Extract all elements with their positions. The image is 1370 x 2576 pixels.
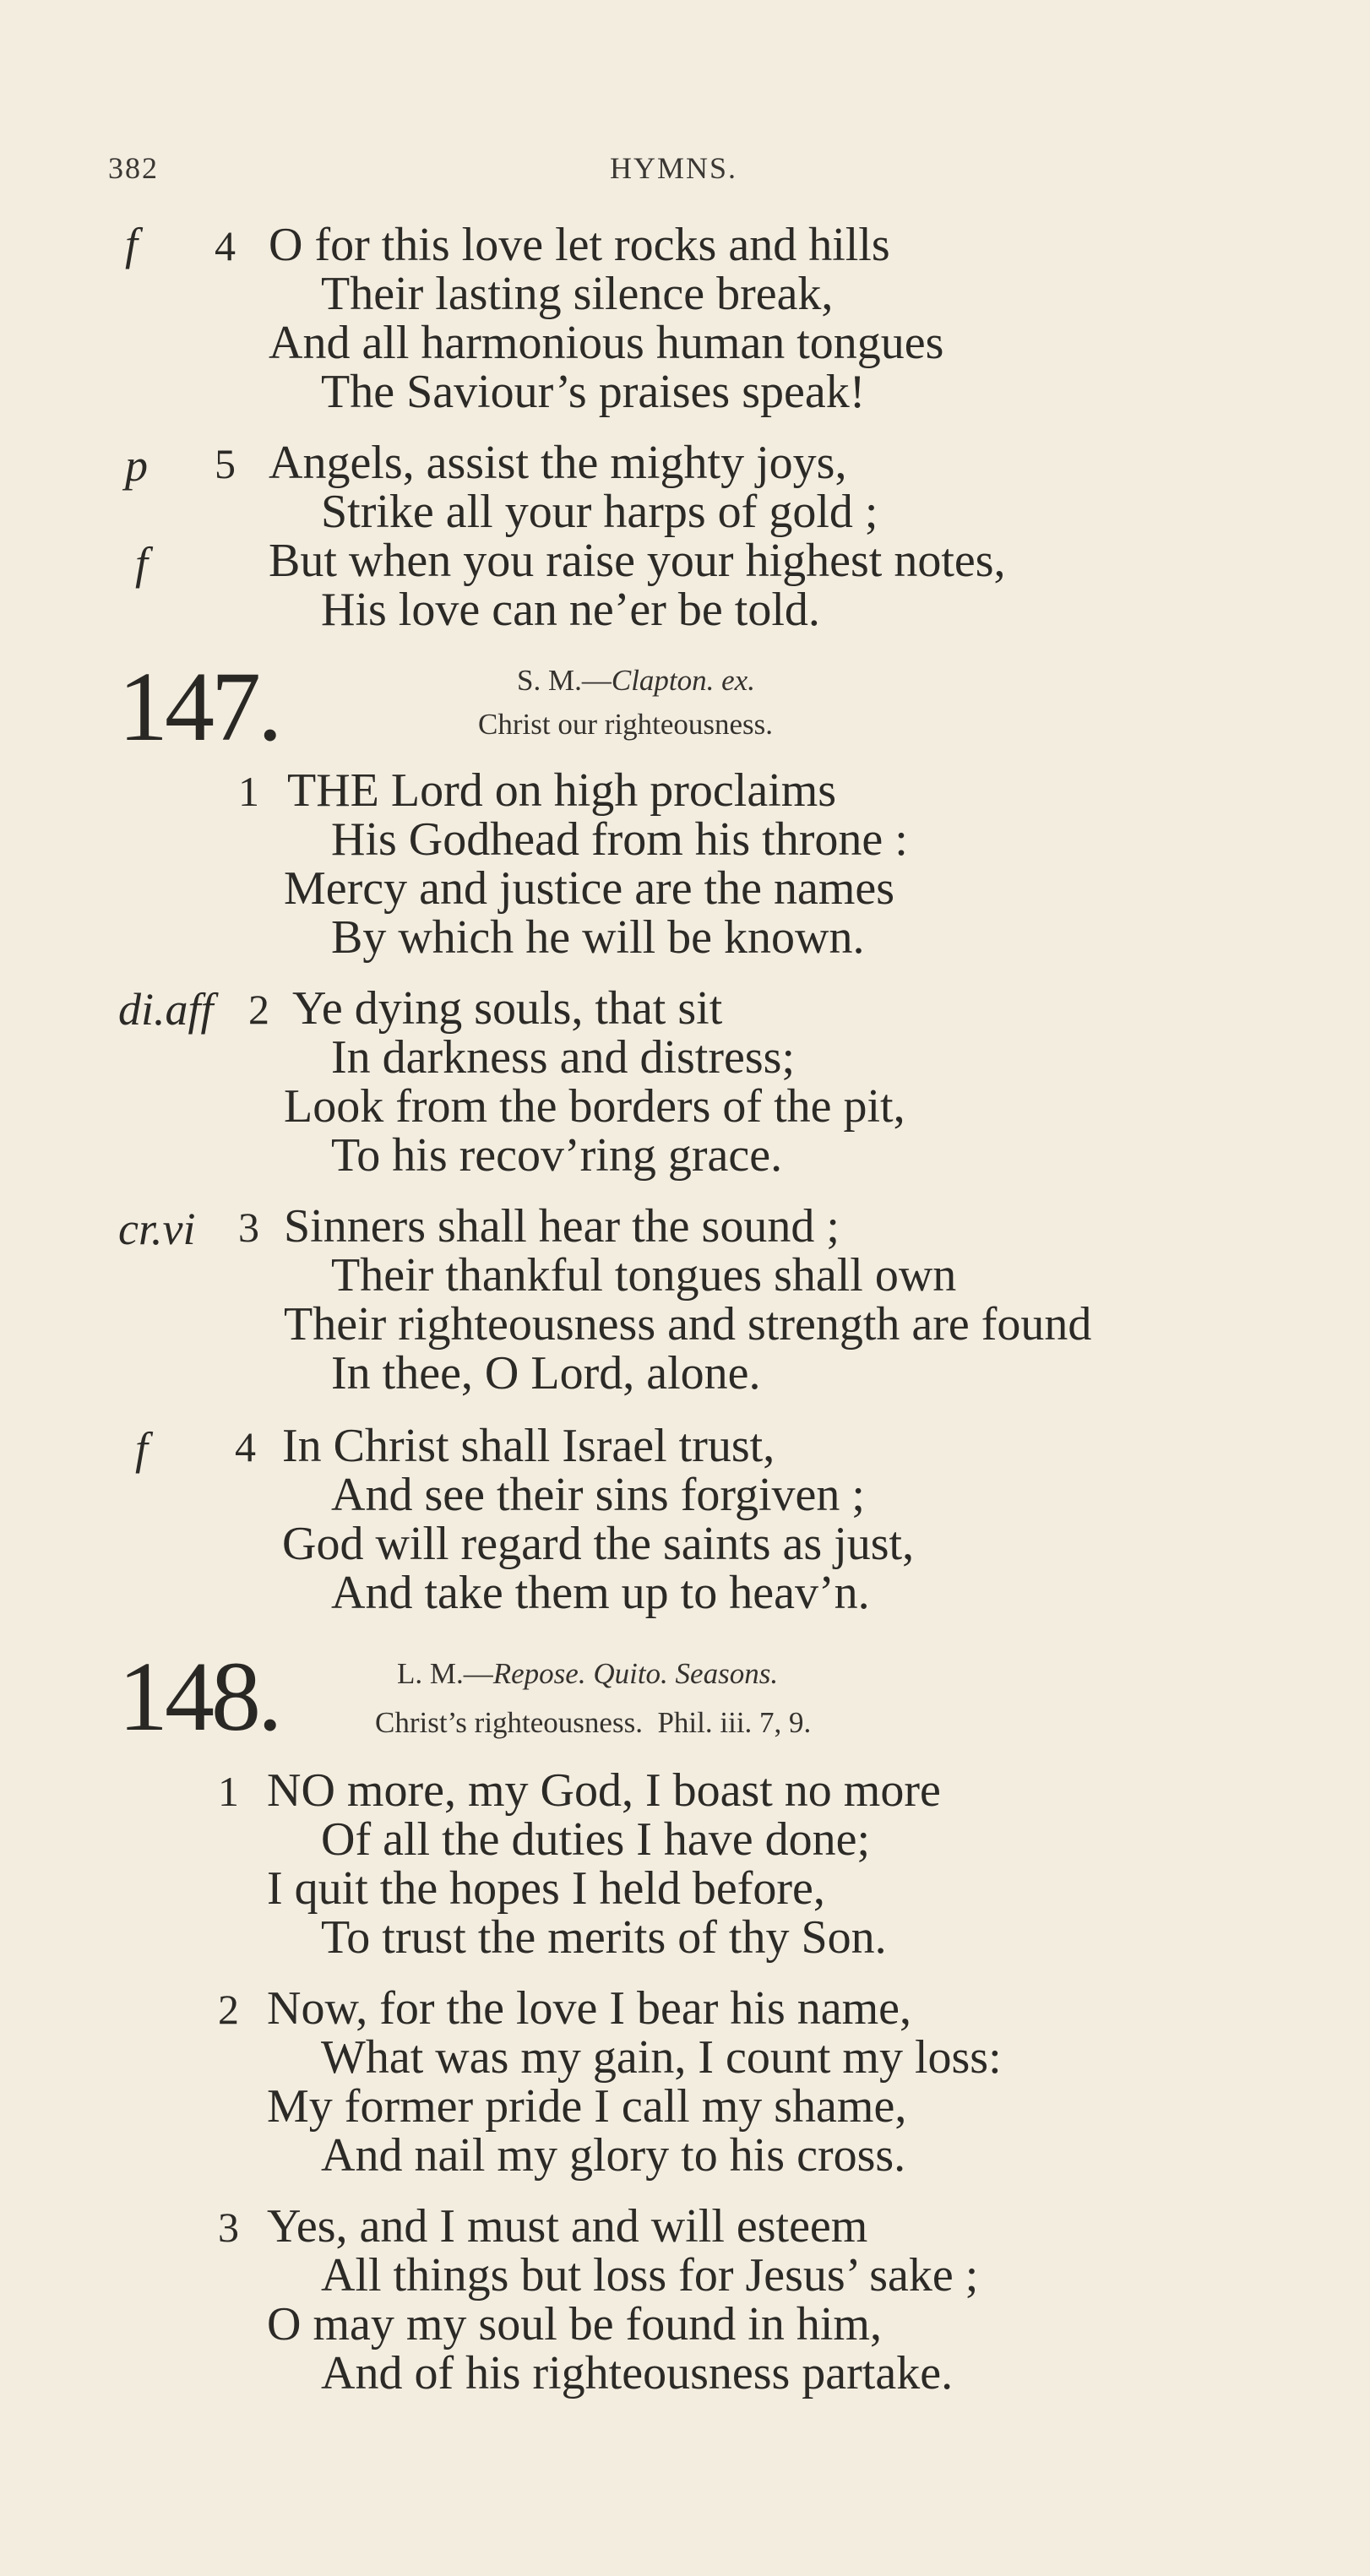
- page-number: 382: [108, 151, 159, 185]
- hymn-line: What was my gain, I count my loss:: [321, 2031, 1002, 2084]
- hymn-subject: Christ’s righteousness.: [375, 1706, 643, 1739]
- hymn-line: NO more, my God, I boast no more: [267, 1764, 941, 1817]
- hymn-line: Ye dying souls, that sit: [292, 982, 723, 1035]
- hymn-line: All things but loss for Jesus’ sake ;: [321, 2249, 979, 2302]
- hymn-line: Sinners shall hear the sound ;: [284, 1200, 840, 1253]
- hymn-line: Strike all your harps of gold ;: [321, 486, 878, 538]
- hymn-line: His love can ne’er be told.: [321, 584, 820, 636]
- hymn-line: Yes, and I must and will esteem: [267, 2200, 868, 2253]
- hymn-number: 148.: [118, 1641, 280, 1752]
- tune-names: Repose. Quito. Seasons.: [492, 1657, 779, 1690]
- verse-number: 5: [215, 440, 236, 487]
- verse-number: 4: [215, 222, 236, 269]
- scripture-reference: Phil. iii. 7, 9.: [657, 1706, 812, 1739]
- hymn-line: THE Lord on high proclaims: [287, 764, 837, 817]
- hymn-line: And all harmonious human tongues: [269, 317, 944, 369]
- running-title: HYMNS.: [610, 151, 738, 185]
- hymn-line: In thee, O Lord, alone.: [331, 1347, 761, 1399]
- hymn-line: Their lasting silence break,: [321, 268, 834, 320]
- dynamic-mark: f: [135, 1423, 149, 1474]
- hymn-line: O for this love let rocks and hills: [269, 219, 890, 271]
- hymn-line: In darkness and distress;: [331, 1031, 796, 1084]
- hymn-line: And nail my glory to his cross.: [321, 2129, 906, 2182]
- dynamic-mark: di.aff: [118, 984, 214, 1035]
- hymn-line: And of his righteousness partake.: [321, 2347, 954, 2399]
- hymn-line: Now, for the love I bear his name,: [267, 1982, 911, 2035]
- meter-label: S. M.—: [517, 664, 612, 697]
- verse-number: 3: [238, 1204, 259, 1251]
- hymn-line: And see their sins forgiven ;: [331, 1469, 865, 1521]
- hymn-subject: Christ our righteousness.: [478, 708, 774, 741]
- hymn-line: To trust the merits of thy Son.: [321, 1911, 887, 1964]
- meter-label: L. M.—: [397, 1657, 493, 1690]
- hymn-number: 147.: [118, 651, 280, 762]
- hymn-line: To his recov’ring grace.: [331, 1129, 783, 1182]
- hymn-line: The Saviour’s praises speak!: [321, 366, 866, 418]
- dynamic-mark: cr.vi: [118, 1204, 196, 1254]
- verse-number: 1: [238, 768, 259, 815]
- hymn-line: Look from the borders of the pit,: [284, 1080, 905, 1133]
- hymn-line: And take them up to heav’n.: [331, 1567, 870, 1619]
- verse-number: 2: [248, 986, 269, 1033]
- hymn-line: O may my soul be found in him,: [267, 2298, 882, 2350]
- hymn-line: Mercy and justice are the names: [284, 862, 895, 915]
- hymn-subject-line: [375, 1706, 811, 1740]
- dynamic-mark: p: [125, 440, 148, 491]
- verse-number: 4: [235, 1423, 256, 1470]
- hymn-line: God will regard the saints as just,: [282, 1518, 915, 1570]
- hymn-line: But when you raise your highest notes,: [269, 535, 1006, 587]
- hymn-line: I quit the hopes I held before,: [267, 1862, 825, 1915]
- verse-number: 3: [218, 2204, 239, 2251]
- dynamic-mark: f: [125, 219, 139, 269]
- hymn-meter: [397, 1657, 778, 1691]
- tune-names: Clapton. ex.: [611, 664, 755, 697]
- hymn-line: Angels, assist the mighty joys,: [269, 437, 847, 489]
- hymn-line: His Godhead from his throne :: [331, 813, 908, 866]
- hymn-line: My former pride I call my shame,: [267, 2080, 907, 2133]
- hymn-line: In Christ shall Israel trust,: [282, 1420, 775, 1472]
- hymn-line: By which he will be known.: [331, 911, 865, 964]
- hymn-line: Of all the duties I have done;: [321, 1813, 871, 1866]
- dynamic-mark: f: [135, 538, 149, 589]
- verse-number: 1: [218, 1768, 239, 1815]
- hymn-line: Their righteousness and strength are found: [284, 1298, 1092, 1350]
- verse-number: 2: [218, 1986, 239, 2033]
- hymn-line: Their thankful tongues shall own: [331, 1249, 957, 1302]
- hymn-meter: [517, 664, 755, 698]
